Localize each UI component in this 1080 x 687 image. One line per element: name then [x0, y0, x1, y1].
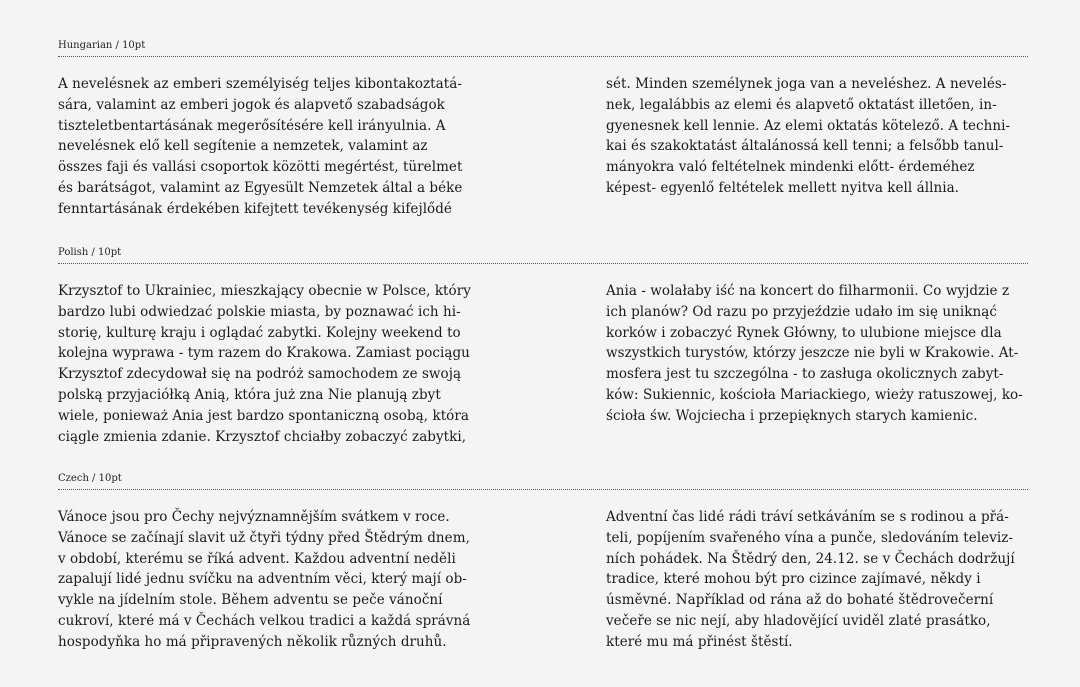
- text-column-left: A nevelésnek az emberi személyiség teljes kibontakoztatá- sára, valamint az emberi jogok és alapvető szabadságok tiszteletbentartásának megerősítésére kell irányulnia. A nevelésnek elő kell segítenie a nemzetek, valamint az összes faji és vallási csoportok közötti megértést, türelmet és barátságot, valamint az Egyesült Nemzetek által a béke fenntartásának érdekében kifejtett tevékenység kifejlődé: [58, 76, 463, 217]
- text-column-left: Vánoce jsou pro Čechy nejvýznamnějším svátkem v roce. Vánoce se začínají slavit už čtyři týdny před Štědrým dnem, v období, kterému se říká advent. Každou adventní neděli zapalují lidé jednu svíčku na adventním věci, který mají ob- vykle na jídelním stole. Během adventu se peče vánoční cukroví, které má v Čechách velkou tradici a každá správná hospodyňka ho má připravených několik různých druhů.: [58, 509, 471, 650]
- section-czech: [58, 473, 1028, 653]
- text-columns: [58, 74, 1028, 220]
- section-label: Czech / 10pt: [58, 473, 1028, 490]
- section-polish: [58, 247, 1028, 447]
- text-columns: [58, 507, 1028, 653]
- text-column-left: Krzysztof to Ukrainiec, mieszkający obecnie w Polsce, który bardzo lubi odwiedzać polskie miasta, by poznawać ich hi- storię, kulturę kraju i oglądać zabytki. Kolejny weekend to kolejna wyprawa - tym razem do Krakowa. Zamiast pociągu Krzysztof zdecydował się na podróż samochodem ze swoją polską przyjaciółką Anią, która już zna Nie planują zbyt wiele, ponieważ Ania jest bardzo spontaniczną osobą, która ciągle zmienia zdanie. Krzysztof chciałby zobaczyć zabytki,: [58, 283, 471, 445]
- text-columns: [58, 281, 1028, 447]
- section-label: Polish / 10pt: [58, 247, 1028, 264]
- section-hungarian: [58, 40, 1028, 220]
- text-column-right: Ania - wolałaby iść na koncert do filharmonii. Co wyjdzie z ich planów? Od razu po przyjeździe udało im się uniknąć korków i zobaczyć Rynek Główny, to ulubione miejsce dla wszystkich turystów, którzy jeszcze nie byli w Krakowie. At- mosfera jest tu szczególna - to zasługa okolicznych zabyt- ków: Sukiennic, kościoła Mariackiego, wieży ratuszowej, ko- ścioła św. Wojciecha i przepięknych starych kamienic.: [606, 283, 1023, 424]
- section-label: Hungarian / 10pt: [58, 40, 1028, 57]
- text-column-right: sét. Minden személynek joga van a neveléshez. A nevelés- nek, legalábbis az elemi és alapvető oktatást illetően, in- gyenesnek kell lennie. Az elemi oktatás kötelező. A techni- kai és szakoktatást általánossá kell tenni; a felsőbb tanul- mányokra való feltételnek mindenki előtt- érdeméhez képest- egyenlő feltételek mellett nyitva kell állnia.: [606, 76, 1011, 196]
- text-column-right: Adventní čas lidé rádi tráví setkáváním se s rodinou a přá- teli, popíjením svařeného vína a punče, sledováním televiz- ních pohádek. Na Štědrý den, 24.12. se v Čechách dodržují tradice, které mohou být pro cizince zajímavé, někdy i úsměvné. Například od rána až do bohaté štědrovečerní večeře se nic nejí, aby hladovějící uviděl zlaté prasátko, které mu má přinést štěstí.: [606, 509, 1015, 650]
